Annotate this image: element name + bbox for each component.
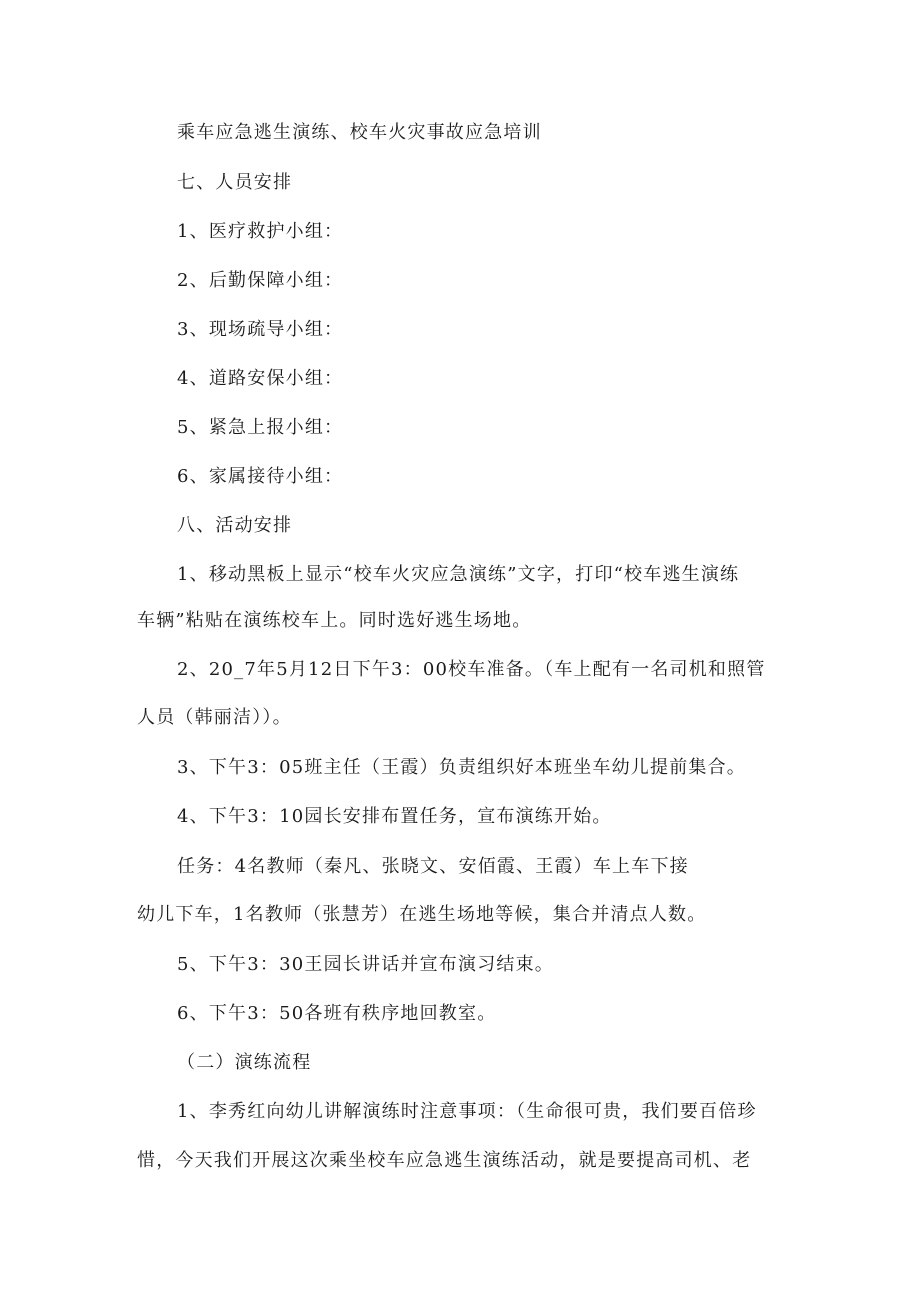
text-line: 车辆”粘贴在演练校车上。同时选好逃生场地。 xyxy=(137,610,532,631)
text-line: 2、后勤保障小组： xyxy=(177,270,344,291)
text-line: 6、家属接待小组： xyxy=(177,466,344,487)
text-line: 1、医疗救护小组： xyxy=(177,221,344,242)
text-line: 5、紧急上报小组： xyxy=(177,417,344,438)
text-line: 3、下午3：05班主任（王霞）负责组织好本班坐车幼儿提前集合。 xyxy=(177,757,747,778)
text-line: 幼儿下车，1名教师（张慧芳）在逃生场地等候，集合并清点人数。 xyxy=(137,904,707,925)
text-line: 惜，今天我们开展这次乘坐校车应急逃生演练活动，就是要提高司机、老 xyxy=(137,1150,752,1171)
text-line: 2、20_7年5月12日下午3：00校车准备。（车上配有一名司机和照管 xyxy=(177,659,766,680)
text-line: 5、下午3：30王园长讲话并宣布演习结束。 xyxy=(177,954,555,975)
section-heading: （二）演练流程 xyxy=(177,1052,312,1073)
text-line: 3、现场疏导小组： xyxy=(177,319,344,340)
text-line: 乘车应急逃生演练、校车火灾事故应急培训 xyxy=(177,122,542,143)
section-heading: 八、活动安排 xyxy=(177,515,293,536)
text-line: 人员（韩丽洁））。 xyxy=(137,707,292,728)
text-line: 1、移动黑板上显示“校车火灾应急演练”文字，打印“校车逃生演练 xyxy=(177,564,740,585)
text-line: 4、下午3：10园长安排布置任务，宣布演练开始。 xyxy=(177,806,612,827)
text-line: 任务：4名教师（秦凡、张晓文、安佰霞、王霞）车上车下接 xyxy=(177,856,689,877)
text-line: 1、李秀红向幼儿讲解演练时注意事项：（生命很可贵，我们要百倍珍 xyxy=(177,1101,757,1122)
text-line: 6、下午3：50各班有秩序地回教室。 xyxy=(177,1003,497,1024)
section-heading: 七、人员安排 xyxy=(177,172,293,193)
text-line: 4、道路安保小组： xyxy=(177,368,344,389)
